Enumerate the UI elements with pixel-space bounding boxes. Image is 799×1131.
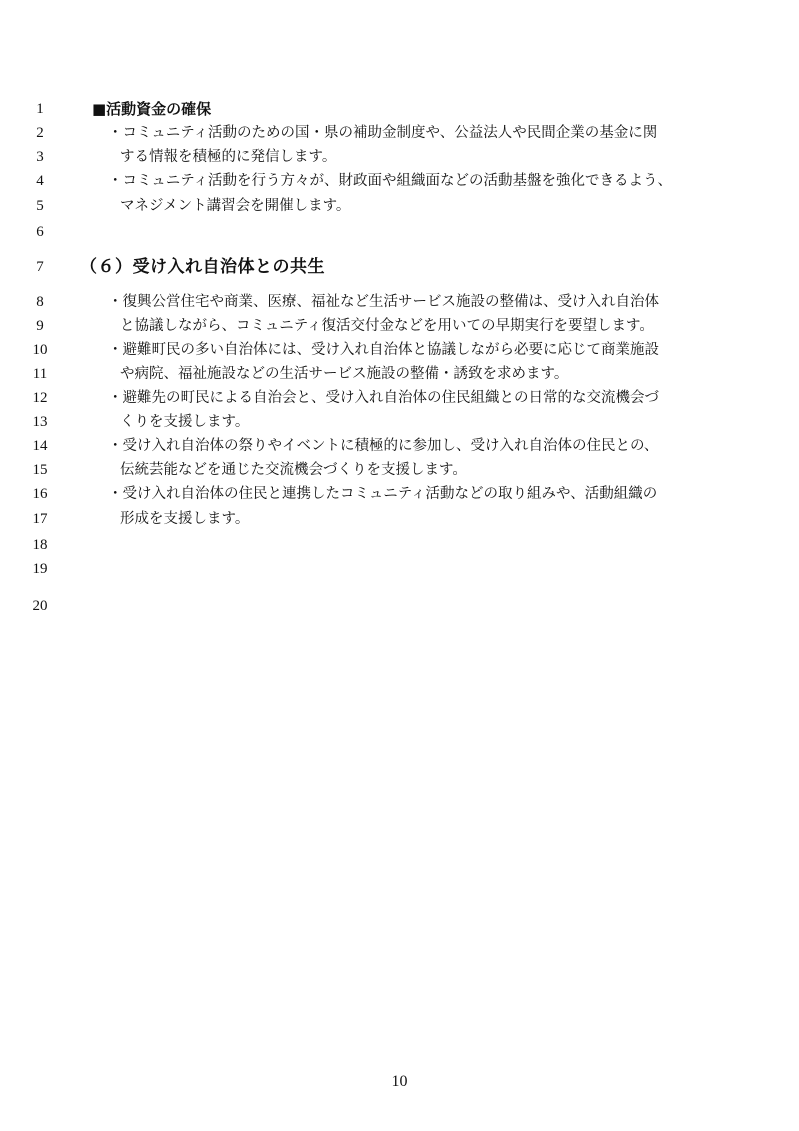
document-line xyxy=(0,97,799,121)
document-line xyxy=(0,220,799,244)
line-number: 9 xyxy=(36,318,44,334)
line-number: 18 xyxy=(32,537,48,553)
bullet-text: ・避難町民の多い自治体には、受け入れ自治体と協議しながら必要に応じて商業施設 xyxy=(108,342,659,358)
bullet-text: ・受け入れ自治体の祭りやイベントに積極的に参加し、受け入れ自治体の住民との、 xyxy=(108,438,659,454)
continuation-text: マネジメント講習会を開催します。 xyxy=(120,198,351,214)
line-number: 13 xyxy=(32,414,48,430)
document-line xyxy=(0,507,799,531)
document-line xyxy=(0,533,799,557)
document-line xyxy=(0,145,799,169)
continuation-text: くりを支援します。 xyxy=(120,414,250,430)
line-number: 2 xyxy=(36,125,44,141)
line-number: 15 xyxy=(32,462,48,478)
document-line xyxy=(0,458,799,482)
line-number: 6 xyxy=(36,224,44,240)
document-line xyxy=(0,362,799,386)
document-line xyxy=(0,386,799,410)
continuation-text: 形成を支援します。 xyxy=(120,511,250,527)
bullet-text: ・避難先の町民による自治会と、受け入れ自治体の住民組織との日常的な交流機会づ xyxy=(108,390,659,406)
line-number: 16 xyxy=(32,486,48,502)
subsection-heading: ■活動資金の確保 xyxy=(92,100,212,118)
document-line xyxy=(0,121,799,145)
document-line xyxy=(0,410,799,434)
line-number: 1 xyxy=(36,101,44,117)
document-line xyxy=(0,290,799,314)
line-number: 12 xyxy=(32,390,48,406)
continuation-text: 伝統芸能などを通じた交流機会づくりを支援します。 xyxy=(120,462,467,478)
document-line xyxy=(0,194,799,218)
line-number: 19 xyxy=(32,561,48,577)
line-number: 11 xyxy=(32,366,48,382)
line-number: 3 xyxy=(36,149,44,165)
continuation-text: や病院、福祉施設などの生活サービス施設の整備・誘致を求めます。 xyxy=(120,366,569,382)
bullet-text: ・受け入れ自治体の住民と連携したコミュニティ活動などの取り組みや、活動組織の xyxy=(108,486,658,502)
document-line xyxy=(0,434,799,458)
continuation-text: と協議しながら、コミュニティ復活交付金などを用いての早期実行を要望します。 xyxy=(120,318,654,334)
section-heading: （６）受け入れ自治体との共生 xyxy=(80,257,325,277)
line-number: 5 xyxy=(36,198,44,214)
document-line xyxy=(0,482,799,506)
line-number: 17 xyxy=(32,511,48,527)
document-line xyxy=(0,255,799,279)
document-line xyxy=(0,314,799,338)
line-number: 20 xyxy=(32,598,48,614)
continuation-text: する情報を積極的に発信します。 xyxy=(120,149,337,165)
bullet-text: ・復興公営住宅や商業、医療、福祉など生活サービス施設の整備は、受け入れ自治体 xyxy=(108,294,659,310)
line-number: 4 xyxy=(36,173,44,189)
line-number: 10 xyxy=(32,342,48,358)
document-line xyxy=(0,338,799,362)
document-line xyxy=(0,169,799,193)
document-line xyxy=(0,594,799,618)
line-number: 8 xyxy=(36,294,44,310)
document-line xyxy=(0,557,799,581)
bullet-text: ・コミュニティ活動のための国・県の補助金制度や、公益法人や民間企業の基金に関 xyxy=(108,125,658,141)
bullet-text: ・コミュニティ活動を行う方々が、財政面や組織面などの活動基盤を強化できるよう、 xyxy=(108,173,673,189)
line-number: 7 xyxy=(36,259,44,275)
page-number: 10 xyxy=(391,1073,408,1090)
line-number: 14 xyxy=(32,438,48,454)
